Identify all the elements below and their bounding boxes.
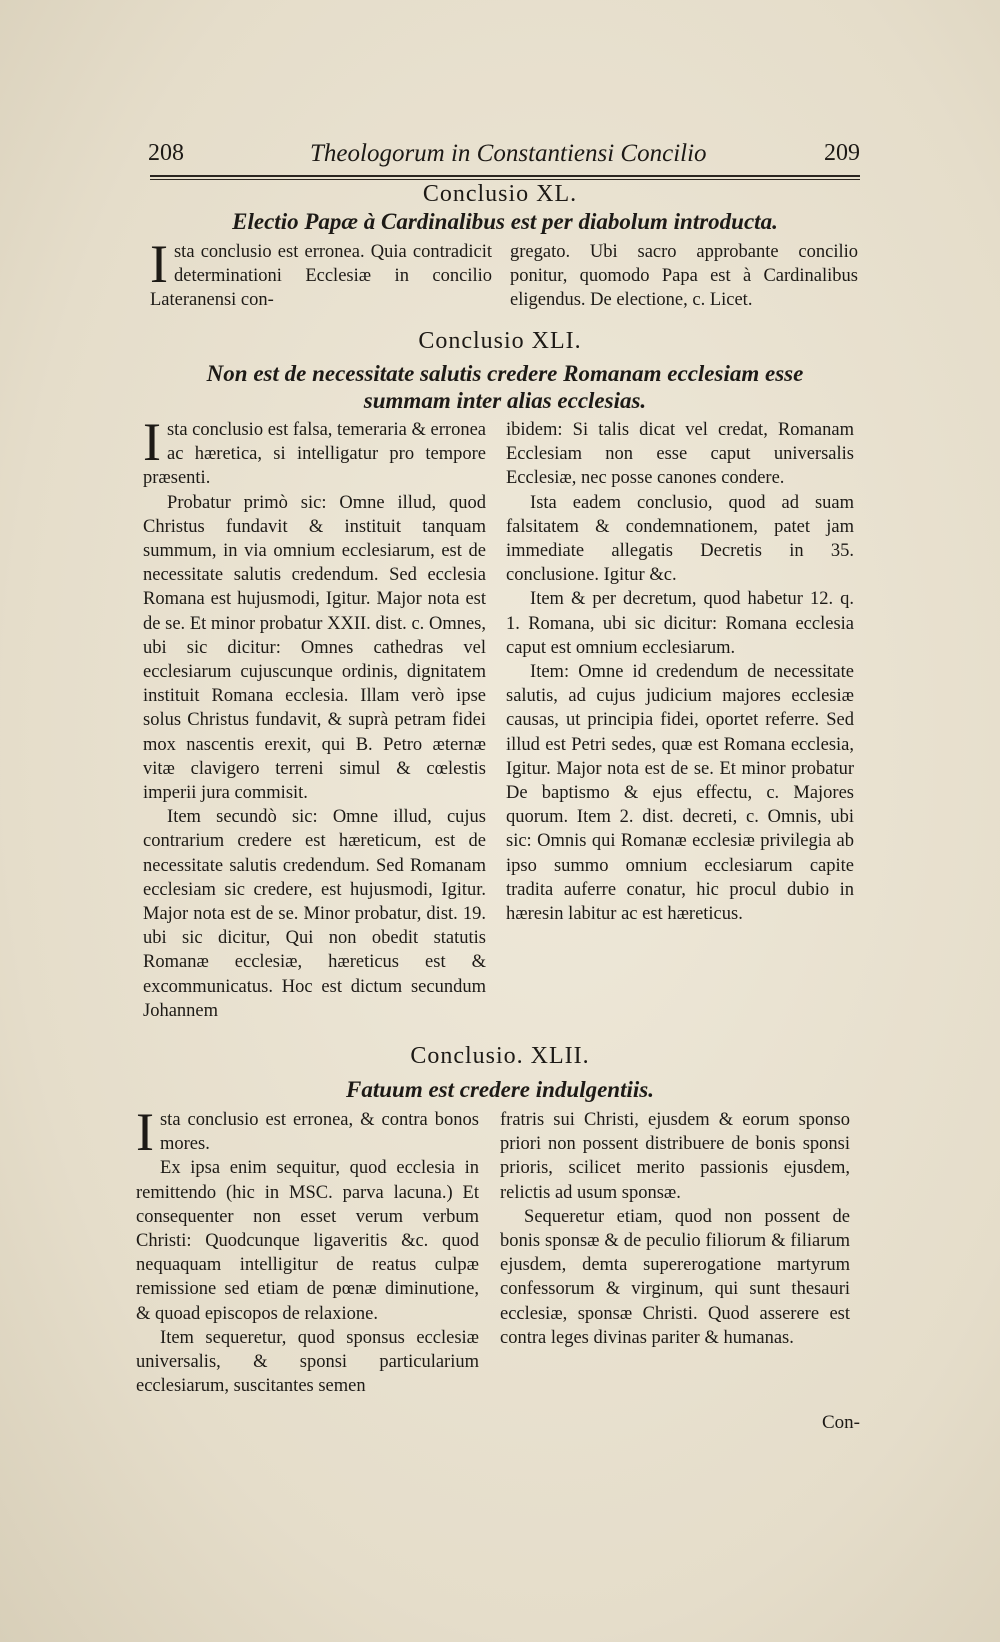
conclusio-42-left-p3: Item sequeretur, quod sponsus ecclesiæ universalis, & sponsi particularium ecclesiarum, suscitantes semen [136,1327,479,1397]
drop-cap-initial: I [143,412,161,472]
conclusio-41-left-column [143,412,486,1023]
conclusio-42-right-column [500,1108,850,1350]
conclusio-40-subheading: Electio Papæ à Cardinalibus est per diabolum introducta. [232,209,778,234]
conclusio-41-heading: Conclusio XLI. [418,328,582,354]
conclusio-42-left-p1: sta conclusio est erronea, & contra bonos mores. [159,1110,479,1155]
conclusio-40-heading: Conclusio XL. [422,181,578,207]
conclusio-41-left-p3: Item secundò sic: Omne illud, cujus contrarium credere est hæreticum, est de necessitate salutis credendum. Sed Romanam ecclesiam sic credere, est hujusmodi, Igitur. Major nota est de se. Minor probatur, dist. 19. ubi sic dicitur, Qui non obedit statutis Romanæ ecclesiæ, hæreticus est & excommunicatus. Hoc est dictum secundum Johannem [143,807,486,1021]
conclusio-41-right-p2: Ista eadem conclusio, quod ad suam falsitatem & condemnationem, patet jam immediate allegatis Decretis in 35. conclusione. Igitur &c. [506,492,854,586]
page-number-left: 208 [148,140,184,166]
conclusio-41-right-p1: ibidem: Si talis dicat vel credat, Romanam Ecclesiam non esse caput universalis Ecclesiæ, nec posse canones condere. [506,420,854,489]
header-rule [150,175,860,180]
conclusio-42-right-p2: Sequeretur etiam, quod non possent de bonis sponsæ & de peculio filiorum & filiarum ejusdem, demta supererogatione martyrum confessorum & virginum, qui sunt thesauri ecclesiæ, sponsæ Christi. Quod asserere est contra leges divinas pariter & humanas. [500,1206,850,1348]
drop-cap-initial: I [150,234,168,294]
conclusio-40-right-column [510,240,858,313]
conclusio-41-right-p4: Item: Omne id credendum de necessitate salutis, ad cujus judicium majores ecclesiæ causas, ut principia fidei, oportet referre. Sed illud est Petri sedes, quæ est Romana ecclesia, Igitur. Major nota est de se. Et minor probatur De baptismo & ejus effectu, c. Majores quorum. Item 2. dist. decreti, c. Omnis, ubi sic: Omnis qui Romanæ ecclesiæ privilegia ab ipso summo omnium ecclesiarum capite tradita auferre conatur, hic procul dubio in hæresin labitur ac est hæreticus. [506,662,854,925]
conclusio-42-left-p2: Ex ipsa enim sequitur, quod ecclesia in remittendo (hic in MSC. parva lacuna.) Et consequenter non esset verum verbum Christi: Quodcunque ligaveritis &c. quod nequaquam intelligitur de reatus culpæ remissione sed etiam de pœnæ diminutione, & quoad episcopos de relaxione. [136,1158,479,1324]
conclusio-41-subheading: Non est de necessitate salutis credere Romanam ecclesiam esse summam inter alias ecclesias. [206,361,804,413]
conclusio-42-subheading: Fatuum est credere indulgentiis. [346,1077,654,1102]
running-title: Theologorum in Constantiensi Concilio [310,140,707,167]
page-number-right: 209 [824,140,860,166]
conclusio-40-left-column [150,234,492,313]
conclusio-40-right-text: gregato. Ubi sacro approbante concilio ponitur, quomodo Papa est à Cardinalibus eligendus. De electione, c. Licet. [510,242,858,311]
conclusio-41-right-p3: Item & per decretum, quod habetur 12. q. 1. Romana, ubi sic dicitur: Romana ecclesia caput est omnium ecclesiarum. [506,589,854,658]
conclusio-40-left-text: sta conclusio est erronea. Quia contradicit determinationi Ecclesiæ in concilio Lateranensi con- [150,242,492,311]
conclusio-41-right-column [506,418,854,926]
conclusio-42-right-p1: fratris sui Christi, ejusdem & eorum sponso priori non possent distribuere de bonis sponsi prioris, scilicet merito passionis ejusdem, relictis ad usum sponsæ. [500,1110,850,1203]
conclusio-41-left-p1: sta conclusio est falsa, temeraria & erronea ac hæretica, si intelligatur pro tempore præsenti. [143,420,486,489]
conclusio-41-left-p2: Probatur primò sic: Omne illud, quod Christus fundavit & instituit tanquam summum, in via omnium ecclesiarum, est de necessitate salutis credendum. Sed ecclesia Romana est hujusmodi, Igitur. Major nota est de se. Et minor probatur XXII. dist. c. Omnes, ubi sic dicitur: Omnes cathedras vel ecclesiarum cujuscunque ordinis, dignitatem instituit Romana ecclesia. Illam verò ipse solus Christus fundavit, & suprà petram fidei mox nascentis erexit, qui B. Petro æternæ vitæ clavigero terreni simul & cœlestis imperii jura commisit. [143,492,486,804]
conclusio-42-heading: Conclusio. XLII. [410,1043,590,1069]
conclusio-42-left-column [136,1102,479,1398]
running-head [148,140,860,174]
catchword: Con- [822,1412,860,1433]
drop-cap-initial: I [136,1102,154,1162]
